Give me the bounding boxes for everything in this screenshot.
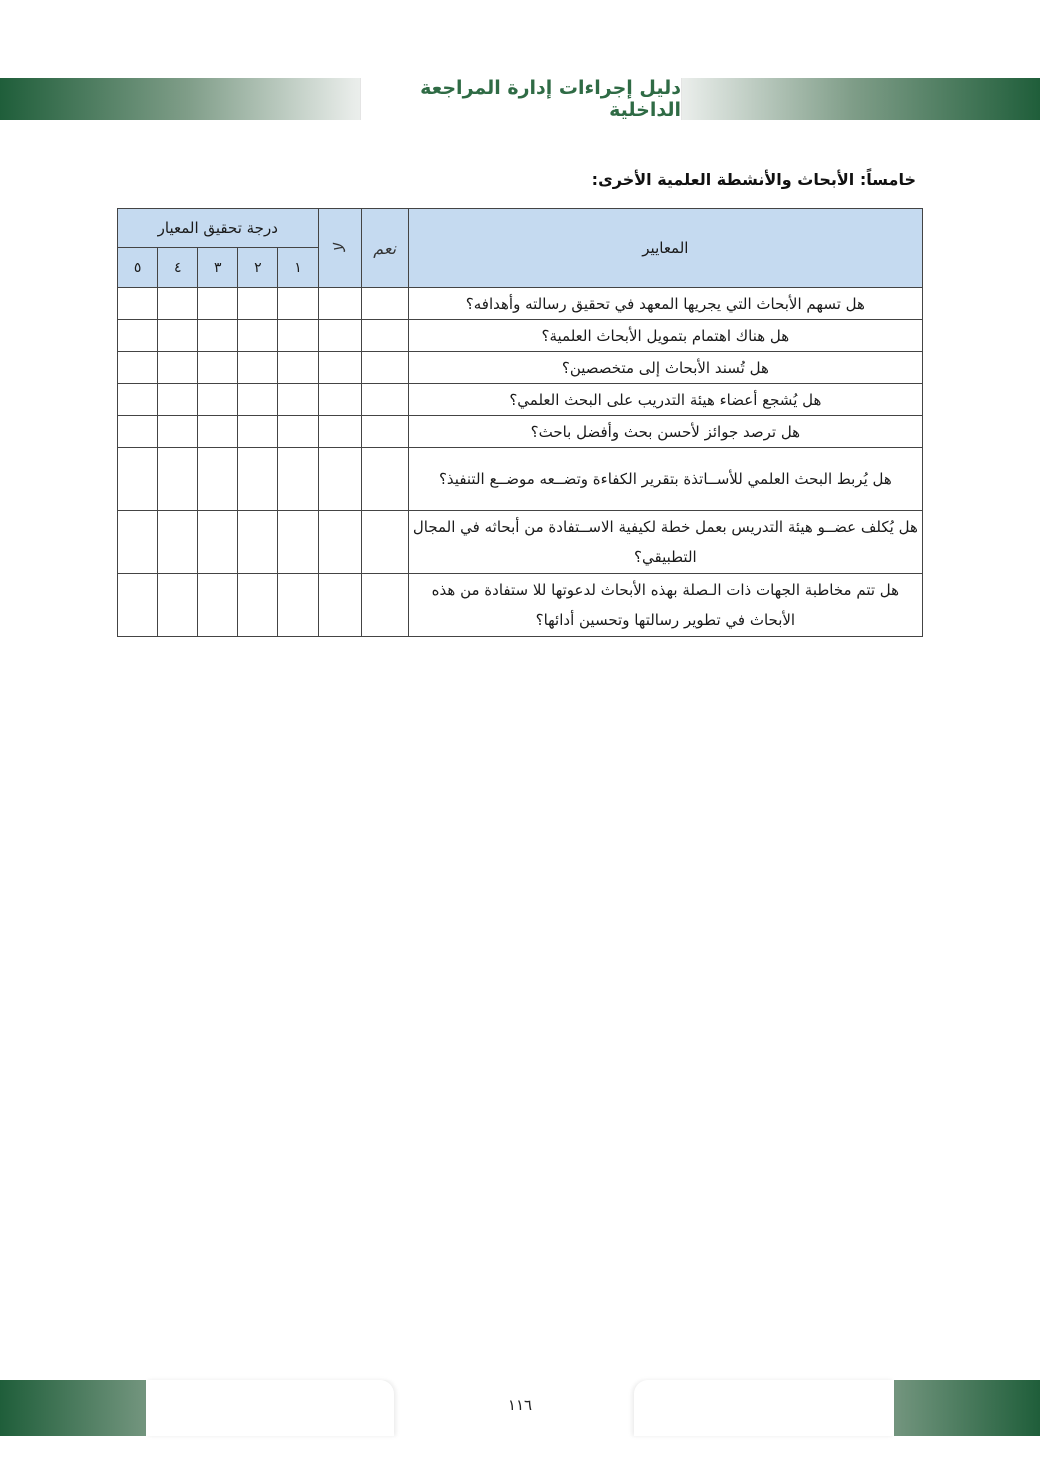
degree-cell-5[interactable]	[118, 288, 158, 320]
criterion-text: هل يُشجع أعضاء هيئة التدريب على البحث العلمي؟	[408, 384, 922, 416]
degree-cell-3[interactable]	[198, 574, 238, 637]
criterion-text: هل يُكلف عضــو هيئة التدريس بعمل خطة لكيفية الاســتفادة من أبحاثه في المجال التطبيقي؟	[408, 511, 922, 574]
degree-cell-4[interactable]	[158, 574, 198, 637]
degree-cell-5[interactable]	[118, 352, 158, 384]
table-row	[118, 288, 923, 320]
yes-cell[interactable]	[361, 574, 408, 637]
degree-cell-3[interactable]	[198, 352, 238, 384]
criterion-text: هل تُسند الأبحاث إلى متخصصين؟	[408, 352, 922, 384]
degree-cell-1[interactable]	[278, 574, 318, 637]
table-row	[118, 511, 923, 574]
no-cell[interactable]	[318, 384, 361, 416]
degree-cell-4[interactable]	[158, 511, 198, 574]
degree-cell-5[interactable]	[118, 574, 158, 637]
degree-cell-5[interactable]	[118, 511, 158, 574]
table-row	[118, 574, 923, 637]
header-band	[0, 78, 1040, 120]
degree-cell-2[interactable]	[238, 511, 278, 574]
degree-cell-2[interactable]	[238, 352, 278, 384]
no-header-label: لا	[330, 243, 350, 253]
degree-cell-1[interactable]	[278, 511, 318, 574]
degree-level-3: ٣	[198, 248, 238, 288]
degree-cell-1[interactable]	[278, 448, 318, 511]
degree-cell-2[interactable]	[238, 574, 278, 637]
degree-cell-1[interactable]	[278, 384, 318, 416]
criterion-text: هل تتم مخاطبة الجهات ذات الـصلة بهذه الأبحاث لدعوتها للا ستفادة من هذه الأبحاث في تطوير رسالتها وتحسين أدائها؟	[408, 574, 922, 637]
degree-cell-3[interactable]	[198, 511, 238, 574]
degree-cell-3[interactable]	[198, 320, 238, 352]
criterion-text: هل يُربط البحث العلمي للأســاتذة بتقرير الكفاءة وتضــعه موضــع التنفيذ؟	[408, 448, 922, 511]
section-title: خامساً: الأبحاث والأنشطة العلمية الأخرى:	[591, 170, 916, 189]
degree-level-4: ٤	[158, 248, 198, 288]
degree-cell-1[interactable]	[278, 352, 318, 384]
degree-level-2: ٢	[238, 248, 278, 288]
criteria-header: المعايير	[408, 209, 922, 288]
degree-level-5: ٥	[118, 248, 158, 288]
degree-cell-3[interactable]	[198, 416, 238, 448]
no-cell[interactable]	[318, 448, 361, 511]
header-card	[360, 78, 682, 120]
no-cell[interactable]	[318, 288, 361, 320]
degree-cell-2[interactable]	[238, 416, 278, 448]
no-header	[318, 209, 361, 288]
degree-header: درجة تحقيق المعيار	[118, 209, 319, 248]
degree-cell-4[interactable]	[158, 352, 198, 384]
yes-cell[interactable]	[361, 352, 408, 384]
yes-cell[interactable]	[361, 448, 408, 511]
degree-cell-4[interactable]	[158, 288, 198, 320]
degree-cell-3[interactable]	[198, 288, 238, 320]
degree-cell-4[interactable]	[158, 448, 198, 511]
no-cell[interactable]	[318, 511, 361, 574]
page-number: ١١٦	[507, 1396, 533, 1414]
no-cell[interactable]	[318, 574, 361, 637]
degree-cell-1[interactable]	[278, 416, 318, 448]
table-row	[118, 352, 923, 384]
criteria-table	[117, 208, 923, 637]
yes-header-label: نعم	[373, 238, 397, 258]
yes-cell[interactable]	[361, 416, 408, 448]
degree-cell-2[interactable]	[238, 384, 278, 416]
degree-cell-5[interactable]	[118, 448, 158, 511]
yes-cell[interactable]	[361, 288, 408, 320]
degree-cell-5[interactable]	[118, 384, 158, 416]
footer-card-left-panel	[146, 1380, 394, 1436]
degree-cell-4[interactable]	[158, 384, 198, 416]
criterion-text: هل تسهم الأبحاث التي يجريها المعهد في تحقيق رسالته وأهدافه؟	[408, 288, 922, 320]
table-row	[118, 416, 923, 448]
no-cell[interactable]	[318, 320, 361, 352]
no-cell[interactable]	[318, 352, 361, 384]
degree-cell-1[interactable]	[278, 320, 318, 352]
degree-cell-3[interactable]	[198, 384, 238, 416]
footer-card-right-panel	[634, 1380, 894, 1436]
degree-cell-4[interactable]	[158, 416, 198, 448]
yes-cell[interactable]	[361, 511, 408, 574]
degree-level-1: ١	[278, 248, 318, 288]
degree-cell-5[interactable]	[118, 320, 158, 352]
degree-cell-2[interactable]	[238, 448, 278, 511]
table-row	[118, 448, 923, 511]
table-row	[118, 320, 923, 352]
degree-cell-1[interactable]	[278, 288, 318, 320]
no-cell[interactable]	[318, 416, 361, 448]
degree-cell-4[interactable]	[158, 320, 198, 352]
yes-header	[361, 209, 408, 288]
criterion-text: هل ترصد جوائز لأحسن بحث وأفضل باحث؟	[408, 416, 922, 448]
degree-cell-5[interactable]	[118, 416, 158, 448]
yes-cell[interactable]	[361, 320, 408, 352]
criterion-text: هل هناك اهتمام بتمويل الأبحاث العلمية؟	[408, 320, 922, 352]
degree-cell-3[interactable]	[198, 448, 238, 511]
yes-cell[interactable]	[361, 384, 408, 416]
table-row	[118, 384, 923, 416]
document-title: دليل إجراءات إدارة المراجعة الداخلية	[420, 77, 681, 121]
degree-cell-2[interactable]	[238, 320, 278, 352]
degree-cell-2[interactable]	[238, 288, 278, 320]
